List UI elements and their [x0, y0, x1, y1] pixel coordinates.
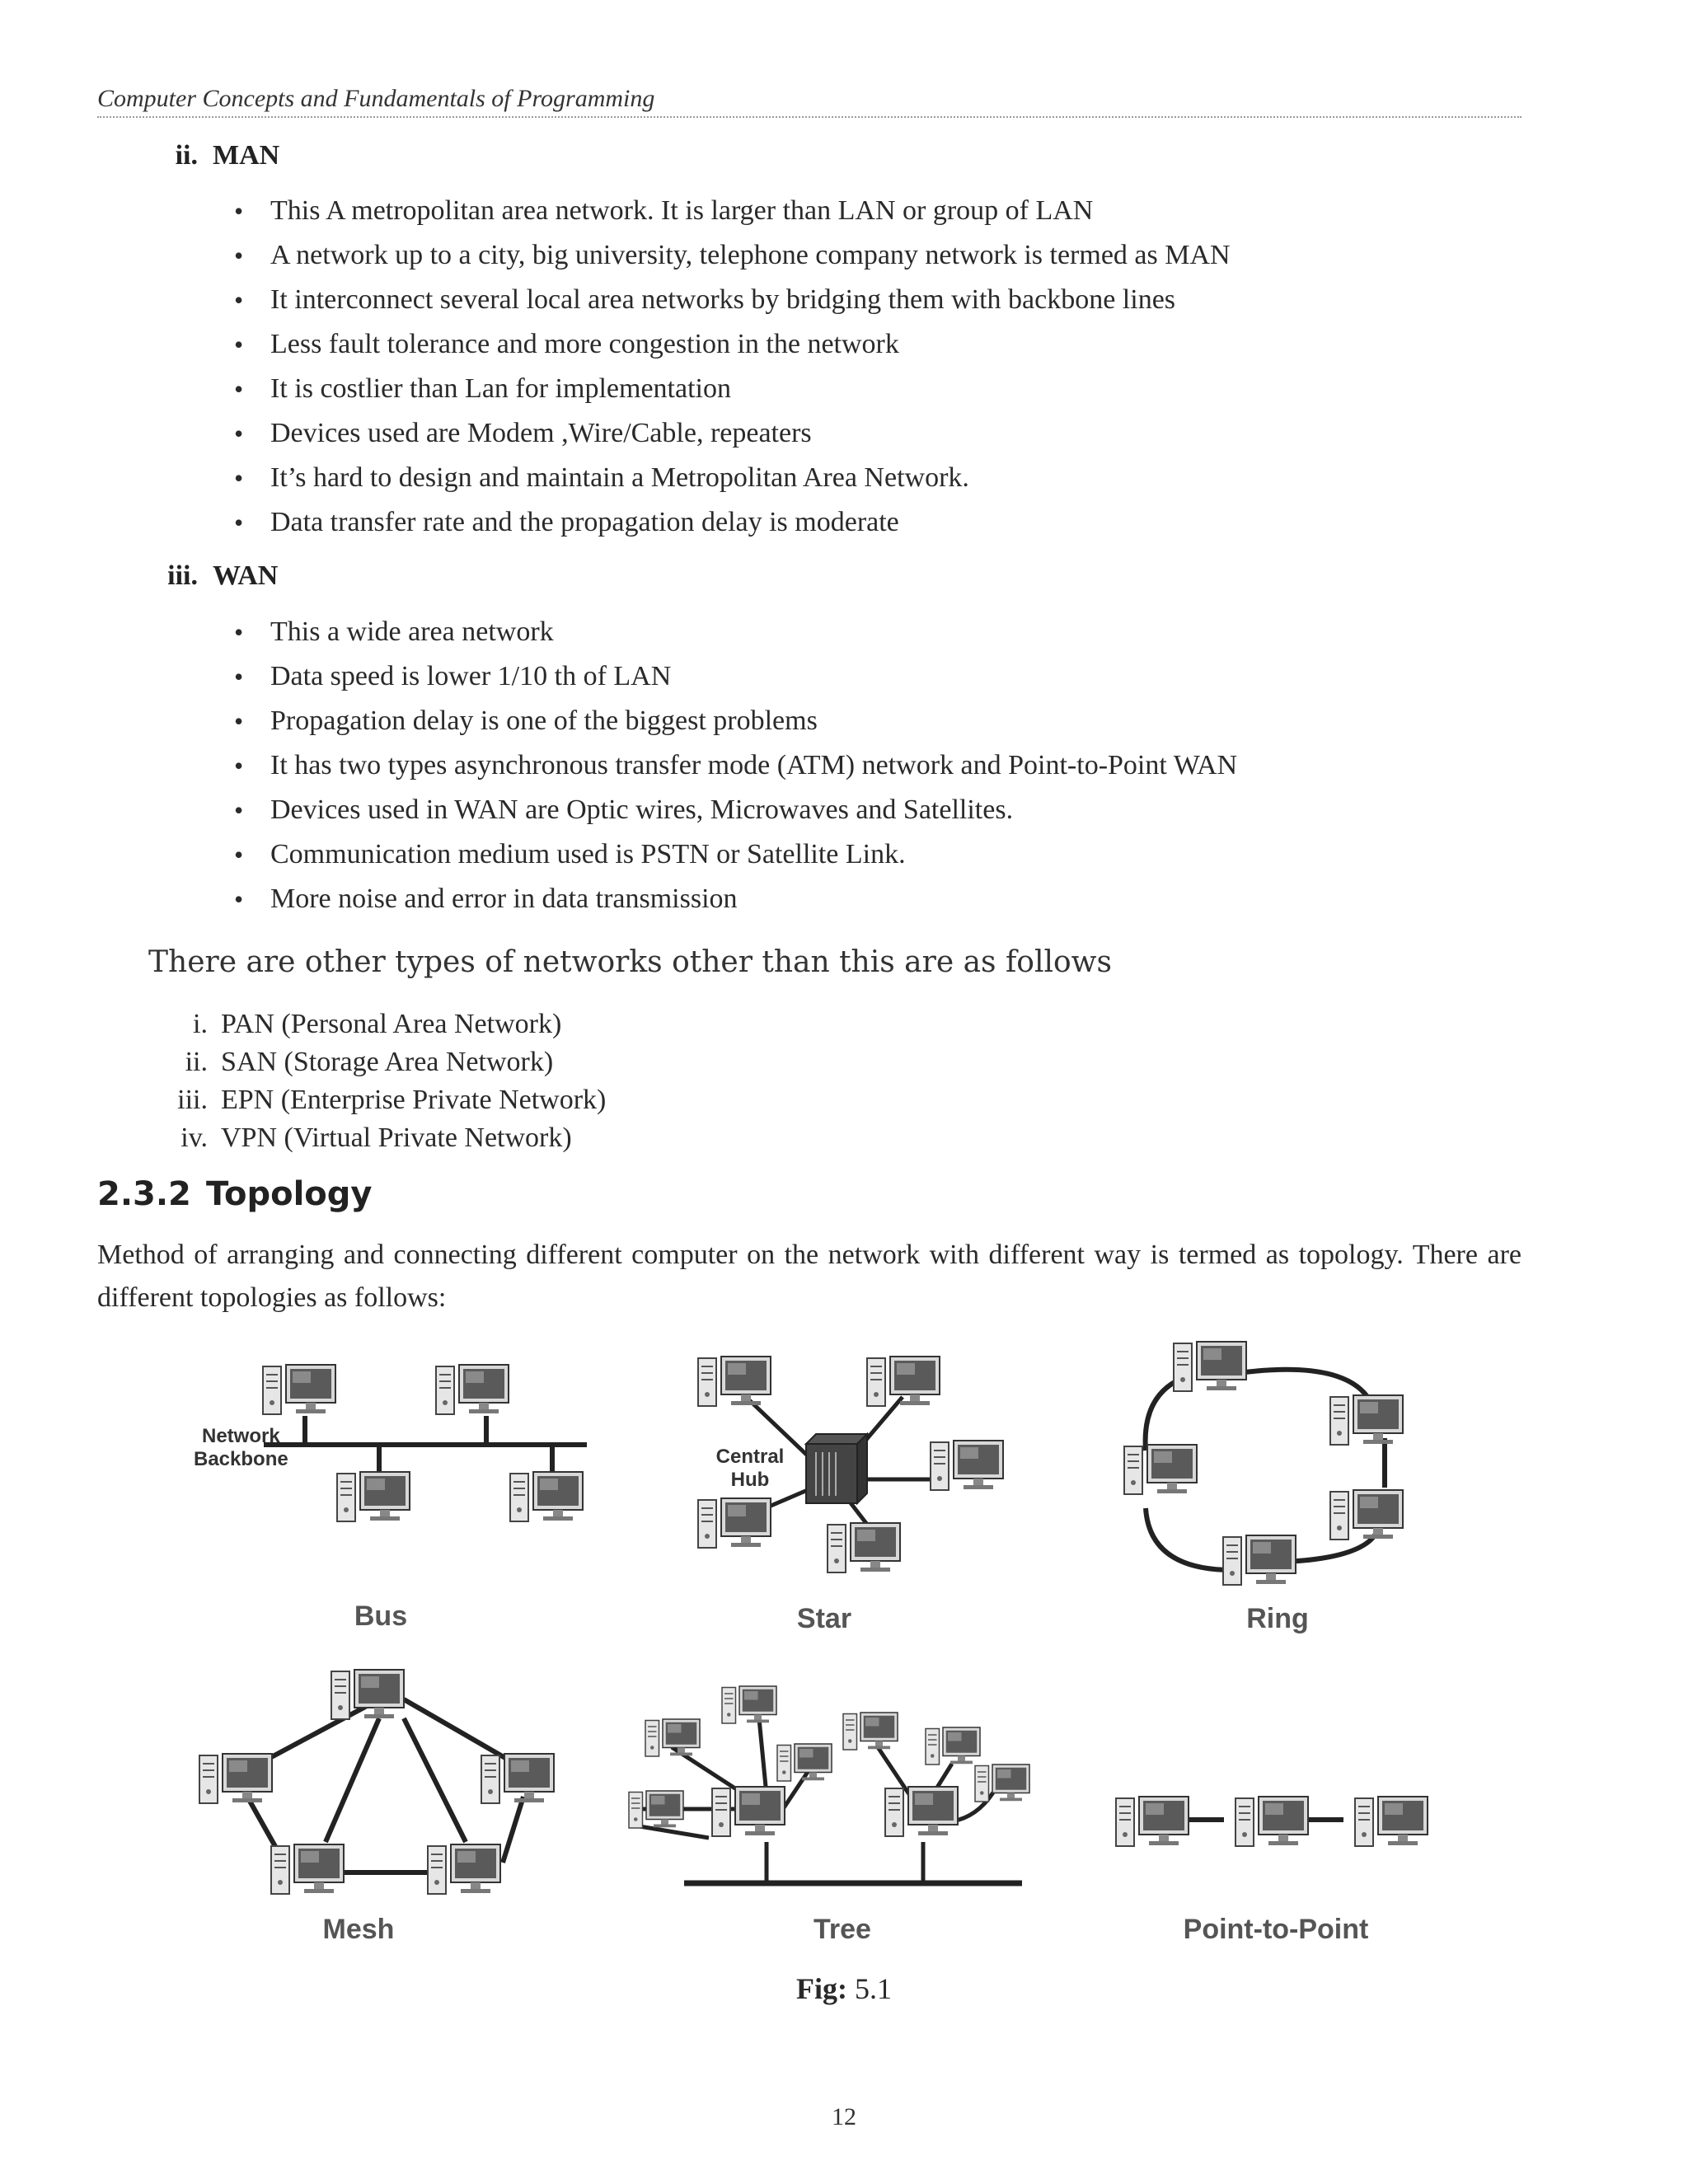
list-item: • It has two types asynchronous transfer mode (ATM) network and Point-to-Point WAN	[234, 743, 1237, 788]
computer-icon	[843, 1713, 898, 1750]
list-item: • More noise and error in data transmission	[234, 877, 1237, 921]
running-header: Computer Concepts and Fundamentals of Programming	[97, 85, 1522, 118]
list-item: • It interconnect several local area networks by bridging them with backbone lines	[234, 278, 1231, 322]
computer-icon	[975, 1765, 1029, 1802]
computer-icon	[698, 1498, 771, 1548]
hub-label: Central	[715, 1446, 785, 1468]
section-number: 2.3.2	[97, 1175, 191, 1213]
computer-icon	[885, 1787, 958, 1836]
backbone-label: Backbone	[194, 1448, 288, 1470]
topology-label-mesh: Mesh	[322, 1914, 395, 1945]
page-number: 12	[832, 2103, 856, 2130]
computer-icon	[331, 1670, 404, 1719]
computer-icon	[698, 1357, 771, 1406]
computer-icon	[712, 1787, 785, 1836]
computer-icon	[1223, 1535, 1296, 1585]
list-item-number: ii.	[185, 1047, 208, 1077]
hub-label: Hub	[730, 1469, 770, 1491]
computer-icon	[1236, 1797, 1308, 1846]
list-item: • A network up to a city, big university, telephone company network is termed as MAN	[234, 233, 1231, 278]
computer-icon	[828, 1523, 900, 1572]
computer-icon	[481, 1754, 554, 1803]
list-item-number: iv.	[181, 1122, 208, 1153]
caption-label: Fig:	[796, 1972, 847, 2005]
list-item-number: iii.	[177, 1085, 208, 1115]
subheading-number: ii.	[175, 140, 198, 171]
list-item-number: i.	[193, 1009, 208, 1039]
list-item-text: SAN (Storage Area Network)	[221, 1047, 554, 1077]
topology-label-bus: Bus	[354, 1601, 408, 1632]
topology-label-point-to-point: Point-to-Point	[1183, 1914, 1369, 1945]
list-item: • It’s hard to design and maintain a Metropolitan Area Network.	[234, 456, 1231, 500]
list-item-text: PAN (Personal Area Network)	[221, 1009, 562, 1039]
list-item-text: VPN (Virtual Private Network)	[221, 1122, 572, 1153]
list-item: • Data speed is lower 1/10 th of LAN	[234, 654, 1237, 699]
bus-topology	[264, 1416, 587, 1475]
computer-icon	[722, 1686, 776, 1723]
list-item: • Propagation delay is one of the biggest problems	[234, 699, 1237, 743]
computer-icon	[428, 1844, 500, 1894]
caption-number: 5.1	[846, 1972, 892, 2005]
list-item: • Less fault tolerance and more congestion in the network	[234, 322, 1231, 367]
computer-icon	[931, 1441, 1003, 1490]
section-paragraph: Method of arranging and connecting different computer on the network with different way is termed as topology. There are different topologies as follows:	[97, 1240, 1522, 1313]
topology-label-ring: Ring	[1246, 1603, 1309, 1634]
computer-icon	[645, 1719, 700, 1756]
computer-icon	[1124, 1445, 1197, 1494]
subheading-title: MAN	[213, 140, 280, 171]
section-title: Topology	[206, 1175, 373, 1213]
computer-icon	[1330, 1490, 1403, 1540]
computer-icon	[1330, 1395, 1403, 1445]
figure-caption	[0, 1971, 1688, 2006]
list-item: • Data transfer rate and the propagation delay is moderate	[234, 500, 1231, 545]
list-item: • Communication medium used is PSTN or Satellite Link.	[234, 832, 1237, 877]
subheading-number: iii.	[167, 560, 198, 591]
list-item: • This A metropolitan area network. It is larger than LAN or group of LAN	[234, 189, 1231, 233]
central-hub-icon	[806, 1434, 867, 1503]
computer-icon	[199, 1754, 272, 1803]
list-item: • Devices used are Modem ,Wire/Cable, repeaters	[234, 411, 1231, 456]
topology-label-star: Star	[796, 1603, 852, 1634]
list-item-text: EPN (Enterprise Private Network)	[221, 1085, 607, 1115]
computer-icon	[337, 1472, 410, 1521]
computer-icon	[263, 1365, 335, 1414]
topology-label-tree: Tree	[814, 1914, 871, 1945]
computer-icon	[1355, 1797, 1428, 1846]
backbone-label: Network	[202, 1425, 280, 1447]
computer-icon	[629, 1791, 683, 1828]
computer-icon	[1174, 1342, 1246, 1391]
computer-icon	[510, 1472, 583, 1521]
list-item: • It is costlier than Lan for implementation	[234, 367, 1231, 411]
computer-icon	[271, 1844, 344, 1894]
computer-icon	[436, 1365, 509, 1414]
subheading-title: WAN	[213, 560, 279, 591]
list-item: • Devices used in WAN are Optic wires, Microwaves and Satellites.	[234, 788, 1237, 832]
other-types-intro: There are other types of networks other than this are as follows	[148, 945, 1112, 979]
list-item: • This a wide area network	[234, 610, 1237, 654]
computer-icon	[1116, 1797, 1189, 1846]
computer-icon	[926, 1727, 980, 1765]
